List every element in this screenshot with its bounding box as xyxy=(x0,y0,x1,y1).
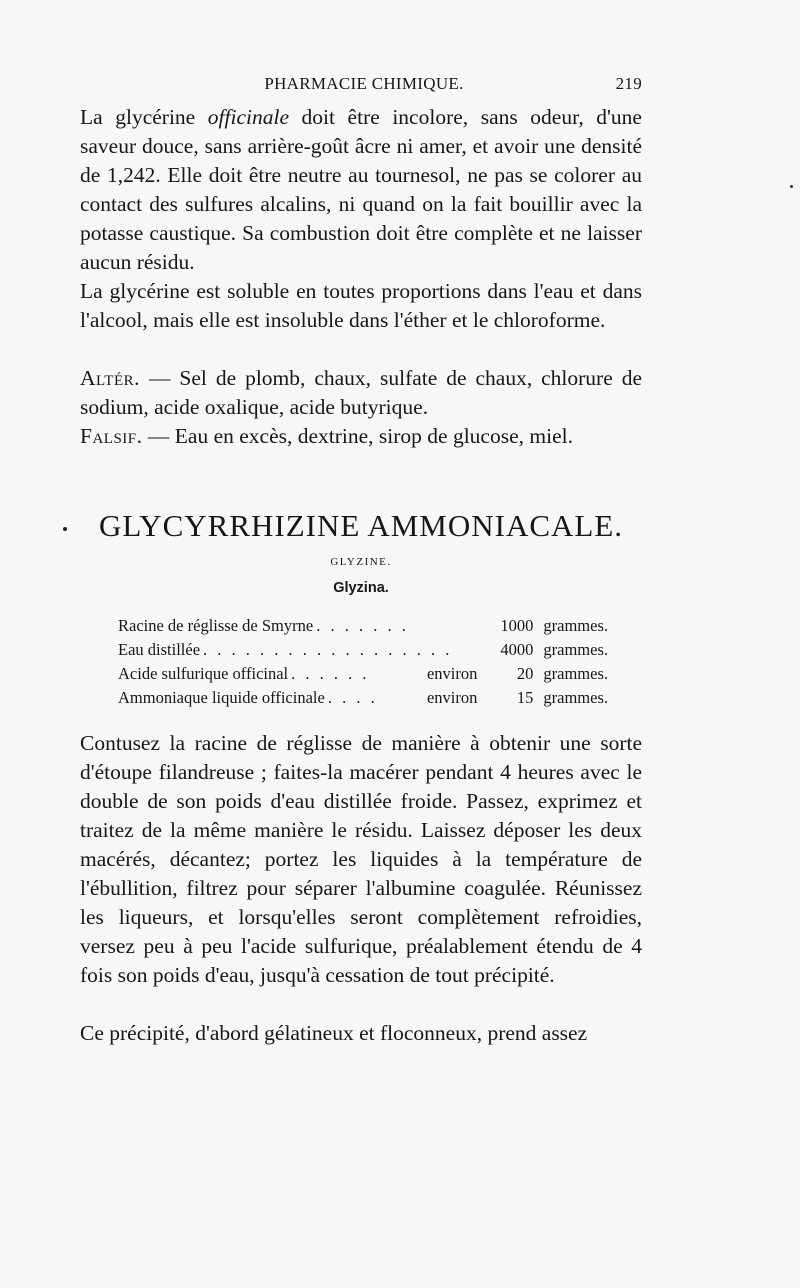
ingredient-quantity: 15 xyxy=(516,688,534,707)
paragraph-glycerine-officinale xyxy=(80,103,642,277)
ingredient-unit: grammes. xyxy=(543,616,608,635)
paragraph-alterations xyxy=(80,364,642,422)
ingredient-name: Eau distillée xyxy=(118,640,201,659)
paragraph-preparation: Contusez la racine de réglisse de manière à obtenir une sorte d'étoupe filandreuse ; faites-la macérer pendant 4 heures avec le double de son poids d'eau distillée froide. Passez, exprimez et traitez de la même manière le résidu. Laissez déposer les deux macérés, décantez; portez les liquides à la température de l'ébullition, filtrez pour séparer l'albumine coagulée. Réunissez les liqueurs, et lorsqu'elles seront complètement refroidies, versez peu à peu l'acide sulfurique, préalablement étendu de 4 fois son poids d'eau, jusqu'à cessation de tout précipité. xyxy=(80,731,642,987)
p1-text-start: La glycérine xyxy=(80,105,208,129)
ingredient-quantity: 4000 xyxy=(500,640,534,659)
falsif-text: — Eau en excès, dextrine, sirop de glucose, miel. xyxy=(142,424,573,448)
ingredient-quantity: 1000 xyxy=(500,616,534,635)
falsif-label: Falsif. xyxy=(80,424,143,448)
leader-dots: . . . . . . xyxy=(291,664,370,683)
alter-label: Altér. xyxy=(80,366,141,390)
margin-mark xyxy=(63,527,67,531)
leader-dots: . . . . . . . xyxy=(316,616,409,635)
paragraph-precipitate: Ce précipité, d'abord gélatineux et floconneux, prend assez xyxy=(80,1021,588,1045)
p1-text-rest: doit être incolore, sans odeur, d'une saveur douce, sans arrière-goût âcre ni amer, et avoir une densité de 1,242. Elle doit être neutre au tournesol, ne pas se colorer au contact des sulfures alcalins, ni quand on la fait bouillir avec la potasse caustique. Sa combustion doit être complète et ne laisser aucun résidu. xyxy=(80,105,642,274)
margin-speck xyxy=(790,185,793,188)
recipe-table xyxy=(118,614,608,710)
paragraph-falsifications xyxy=(80,422,642,451)
leader-dots: . . . . . . . . . . . . . . . . . . xyxy=(203,640,453,659)
leader-dots: . . . . xyxy=(327,688,378,707)
ingredient-name: Ammoniaque liquide officinale xyxy=(118,688,325,707)
section-latin-name: Glyzina. xyxy=(333,580,389,596)
ingredient-quantity: 20 xyxy=(516,664,534,683)
ingredient-qualifier: environ xyxy=(426,688,478,707)
ingredient-name: Acide sulfurique officinal xyxy=(118,664,289,683)
section-subtitle: GLYZINE. xyxy=(330,556,392,568)
page-number: 219 xyxy=(615,74,642,93)
ingredient-unit: grammes. xyxy=(543,640,608,659)
ingredient-qualifier: environ xyxy=(426,664,478,683)
ingredient-unit: grammes. xyxy=(543,688,608,707)
recipe-row xyxy=(118,638,608,662)
p1-italic-word: officinale xyxy=(207,105,289,129)
ingredient-unit: grammes. xyxy=(543,664,608,683)
ingredient-name: Racine de réglisse de Smyrne xyxy=(118,616,314,635)
paragraph-solubility: La glycérine est soluble en toutes proportions dans l'eau et dans l'alcool, mais elle est insoluble dans l'éther et le chloroforme. xyxy=(80,279,642,332)
recipe-row xyxy=(118,614,608,638)
recipe-row xyxy=(118,686,608,710)
alter-text: — Sel de plomb, chaux, sulfate de chaux, chlorure de sodium, acide oxalique, acide butyrique. xyxy=(80,366,642,419)
recipe-row xyxy=(118,662,608,686)
section-title: GLYCYRRHIZINE AMMONIACALE. xyxy=(98,508,624,543)
running-title: PHARMACIE CHIMIQUE. xyxy=(264,74,464,93)
